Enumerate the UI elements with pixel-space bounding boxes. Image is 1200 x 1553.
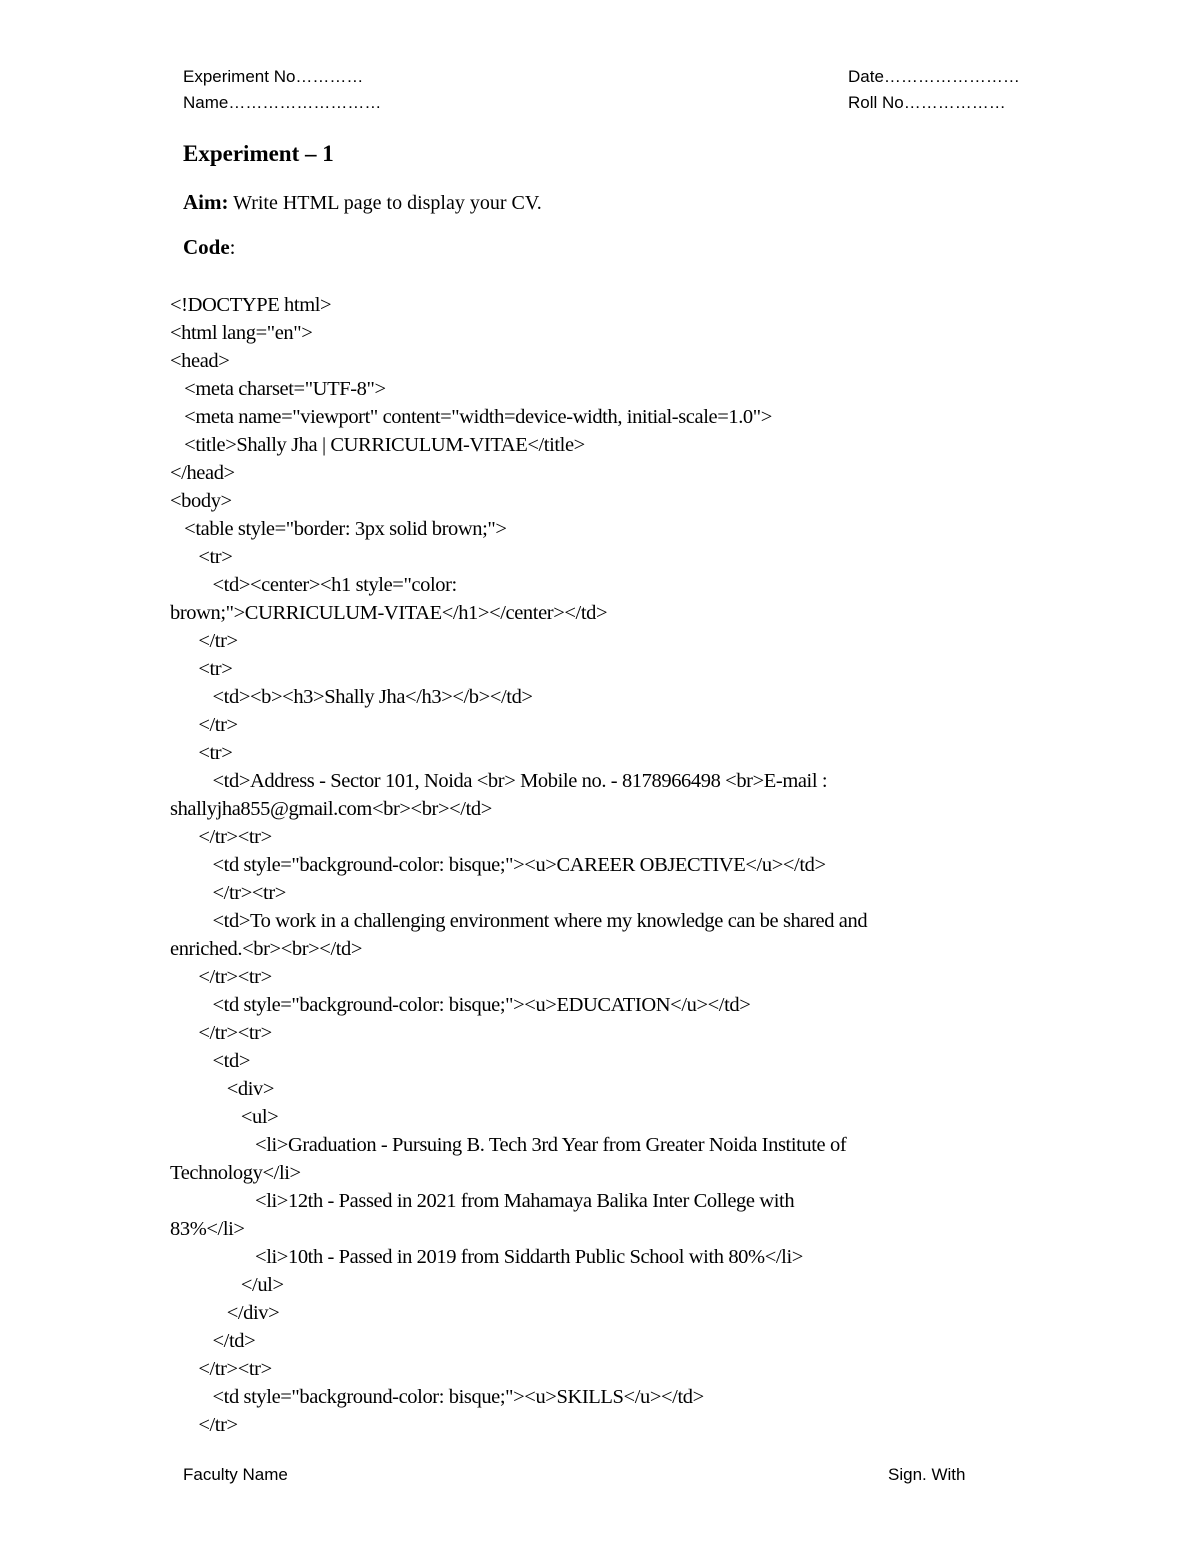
name-field: Name……………………… — [183, 93, 382, 112]
code-line: <!DOCTYPE html> — [170, 294, 332, 316]
code-line: </tr><tr> — [170, 1022, 272, 1044]
code-line: <li>12th - Passed in 2021 from Mahamaya Balika Inter College with — [170, 1190, 795, 1212]
code-line: <div> — [170, 1078, 275, 1100]
code-line: <li>Graduation - Pursuing B. Tech 3rd Year from Greater Noida Institute of — [170, 1134, 847, 1156]
roll-no-field: Roll No……………… — [848, 93, 1006, 112]
code-line: <td style="background-color: bisque;"><u>SKILLS</u></td> — [170, 1386, 704, 1408]
code-line: <td><b><h3>Shally Jha</h3></b></td> — [170, 686, 533, 708]
code-line: <tr> — [170, 742, 233, 764]
code-line: <table style="border: 3px solid brown;"> — [170, 518, 507, 540]
aim-label: Aim: — [183, 190, 229, 214]
code-line: <ul> — [170, 1106, 279, 1128]
code-block — [170, 291, 867, 1439]
code-line: </tr><tr> — [170, 826, 272, 848]
code-heading — [183, 235, 236, 260]
code-line: </ul> — [170, 1274, 284, 1296]
code-line: <td>Address - Sector 101, Noida <br> Mobile no. - 8178966498 <br>E-mail : — [170, 770, 828, 792]
aim-line — [183, 190, 542, 215]
code-line: <meta charset="UTF-8"> — [170, 378, 386, 400]
experiment-no-field: Experiment No………… — [183, 67, 364, 86]
code-line: shallyjha855@gmail.com<br><br></td> — [170, 798, 492, 820]
footer-faculty-name: Faculty Name — [183, 1465, 288, 1484]
code-heading-colon: : — [229, 235, 236, 259]
code-line: <body> — [170, 490, 232, 512]
code-line: <td style="background-color: bisque;"><u>EDUCATION</u></td> — [170, 994, 751, 1016]
code-line: <tr> — [170, 658, 233, 680]
code-line: </tr><tr> — [170, 1358, 272, 1380]
code-line: <html lang="en"> — [170, 322, 313, 344]
code-line: <li>10th - Passed in 2019 from Siddarth Public School with 80%</li> — [170, 1246, 803, 1268]
code-line: enriched.<br><br></td> — [170, 938, 363, 960]
code-line: <title>Shally Jha | CURRICULUM-VITAE</title> — [170, 434, 585, 456]
code-line: <td>To work in a challenging environment where my knowledge can be shared and — [170, 910, 868, 932]
code-line: </tr><tr> — [170, 882, 286, 904]
code-line: <tr> — [170, 546, 233, 568]
code-line: <head> — [170, 350, 230, 372]
code-line: <td style="background-color: bisque;"><u>CAREER OBJECTIVE</u></td> — [170, 854, 826, 876]
code-line: <meta name="viewport" content="width=device-width, initial-scale=1.0"> — [170, 406, 772, 428]
code-line: </td> — [170, 1330, 256, 1352]
code-line: </tr> — [170, 1414, 238, 1436]
code-line: </tr><tr> — [170, 966, 272, 988]
date-field: Date…………………… — [848, 67, 1020, 86]
experiment-title: Experiment – 1 — [183, 141, 334, 166]
code-line: </div> — [170, 1302, 280, 1324]
aim-text: Write HTML page to display your CV. — [228, 192, 542, 214]
code-line: 83%</li> — [170, 1218, 245, 1240]
code-line: Technology</li> — [170, 1162, 301, 1184]
code-line: <td><center><h1 style="color: — [170, 574, 457, 596]
code-line: </tr> — [170, 630, 238, 652]
footer-sign: Sign. With — [888, 1465, 966, 1484]
code-line: <td> — [170, 1050, 250, 1072]
code-line: brown;">CURRICULUM-VITAE</h1></center></td> — [170, 602, 608, 624]
code-line: </tr> — [170, 714, 238, 736]
code-line: </head> — [170, 462, 235, 484]
code-heading-label: Code — [183, 235, 230, 259]
